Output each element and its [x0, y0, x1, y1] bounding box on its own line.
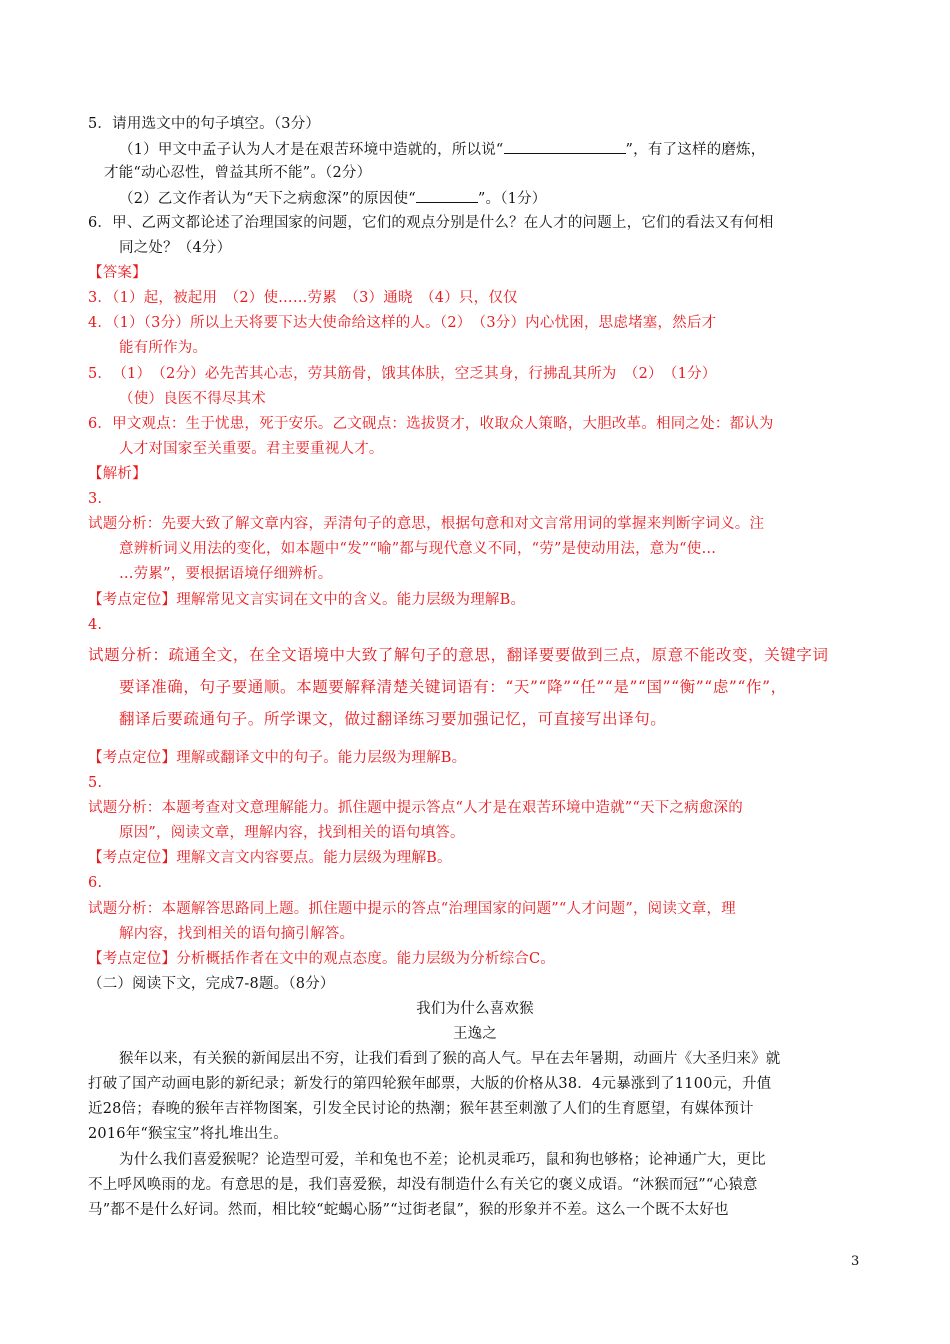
- analysis-5-cont: 原因”，阅读文章，理解内容，找到相关的语句填答。: [119, 825, 465, 841]
- answer-blank[interactable]: [504, 139, 626, 154]
- analysis-6-cont: 解内容，找到相关的语句摘引解答。: [119, 926, 355, 942]
- answer-blank[interactable]: [416, 188, 478, 203]
- question-6-cont: 同之处？（4分）: [119, 240, 232, 256]
- question-5-1-cont: 才能“动心忍性，曾益其所不能”。（2分）: [104, 165, 372, 181]
- analysis-number-3: 3.: [88, 491, 103, 507]
- key-point-6: 【考点定位】分析概括作者在文中的观点态度。能力层级为分析综合C。: [88, 951, 555, 967]
- answer-heading: 【答案】: [88, 265, 147, 281]
- page-number: 3: [851, 1254, 860, 1269]
- answer-5: 5． （1） （2分）必先苦其心志，劳其筋骨，饿其体肤，空乏其身，行拂乱其所为 （2） （1分）: [88, 366, 717, 382]
- question-5-2-text-a: （2）乙文作者认为“天下之病愈深”的原因使“: [119, 191, 416, 207]
- answer-4-cont: 能有所作为。: [119, 340, 208, 356]
- answer-6-cont: 人才对国家至关重要。君主要重视人才。: [119, 441, 384, 457]
- question-5-1: [119, 139, 765, 160]
- analysis-number-6: 6.: [88, 875, 103, 891]
- answer-6: 6．甲文观点：生于忧患，死于安乐。乙文砚点：选拔贤才，收取众人策略，大胆改革。相同之处：都认为: [88, 416, 774, 432]
- analysis-3-cont: 意辨析词义用法的变化，如本题中“发”“喻”都与现代意义不同，“劳”是使动用法，意为“使…: [119, 541, 717, 557]
- article-paragraph-2-cont: 不上呼风唤雨的龙。有意思的是，我们喜爱猴，却没有制造什么有关它的褒义成语。“沐猴而冠”“心猿意: [88, 1177, 758, 1193]
- analysis-5: 试题分析：本题考查对文意理解能力。抓住题中提示答点“人才是在艰苦环境中造就”“天下之病愈深的: [88, 800, 743, 816]
- analysis-4-cont: 要译准确，句子要通顺。本题要解释清楚关键词语有：“天”“降”“任”“是”“国”“衡”“虑”“作”，: [119, 678, 787, 696]
- reading-intro: （二）阅读下文，完成7-8题。（8分）: [88, 976, 335, 992]
- analysis-4-cont: 翻译后要疏通句子。所学课文，做过翻译练习要加强记忆，可直接写出译句。: [119, 710, 667, 728]
- analysis-6: 试题分析：本题解答思路同上题。抓住题中提示的答点“治理国家的问题”“人才问题”，阅读文章，理: [88, 901, 736, 917]
- question-6: 6．甲、乙两文都论述了治理国家的问题，它们的观点分别是什么？在人才的问题上，它们的看法又有何相: [88, 215, 774, 231]
- answer-3: 3．（1）起，被起用 （2）使……劳累 （3）通晓 （4）只，仅仅: [88, 290, 518, 306]
- question-5-title: 5．请用选文中的句子填空。（3分）: [88, 116, 321, 132]
- question-5-1-text-a: （1）甲文中孟子认为人才是在艰苦环境中造就的，所以说“: [119, 142, 504, 158]
- key-point-5: 【考点定位】理解文言文内容要点。能力层级为理解B。: [88, 850, 452, 866]
- analysis-number-5: 5.: [88, 775, 103, 791]
- answer-4: 4．（1）（3分）所以上天将要下达大使命给这样的人。（2） （3分）内心忧困，思虑堵塞，然后才: [88, 315, 717, 331]
- key-point-3: 【考点定位】理解常见文言实词在文中的含义。能力层级为理解B。: [88, 592, 526, 608]
- article-paragraph-1-cont: 2016年“猴宝宝”将扎堆出生。: [88, 1126, 288, 1142]
- article-paragraph-1-cont: 近28倍；春晚的猴年吉祥物图案，引发全民讨论的热潮；猴年甚至刺激了人们的生育愿望，有媒体预计: [88, 1101, 754, 1117]
- question-5-2-text-b: ”。（1分）: [477, 191, 547, 207]
- question-5-2: [119, 188, 546, 209]
- article-paragraph-1: 猴年以来，有关猴的新闻层出不穷，让我们看到了猴的高人气。早在去年暑期，动画片《大圣归来》就: [119, 1051, 781, 1067]
- article-author: 王逸之: [452, 1026, 498, 1042]
- article-paragraph-1-cont: 打破了国产动画电影的新纪录；新发行的第四轮猴年邮票，大版的价格从38．4元暴涨到了1100元，升值: [88, 1076, 772, 1092]
- analysis-3: 试题分析：先要大致了解文章内容，弄清句子的意思，根据句意和对文言常用词的掌握来判断字词义。注: [88, 516, 765, 532]
- analysis-number-4: 4.: [88, 617, 103, 633]
- question-5-1-text-b: ”，有了这样的磨炼，: [625, 142, 766, 158]
- analysis-4: 试题分析：疏通全文，在全文语境中大致了解句子的意思，翻译要要做到三点，原意不能改变，关键字词: [88, 646, 829, 664]
- key-point-4: 【考点定位】理解或翻译文中的句子。能力层级为理解B。: [88, 750, 467, 766]
- article-title: 我们为什么喜欢猴: [416, 1001, 534, 1017]
- article-paragraph-2: 为什么我们喜爱猴呢？论造型可爱，羊和兔也不差；论机灵乖巧，鼠和狗也够格；论神通广大，更比: [119, 1152, 766, 1168]
- analysis-3-cont: …劳累”，要根据语境仔细辨析。: [119, 566, 333, 582]
- article-paragraph-2-cont: 马”都不是什么好词。然而，相比较“蛇蝎心肠”“过街老鼠”，猴的形象并不差。这么一个既不太好也: [88, 1202, 729, 1218]
- answer-5-cont: （使）良医不得尽其术: [119, 391, 266, 407]
- analysis-heading: 【解析】: [88, 466, 147, 482]
